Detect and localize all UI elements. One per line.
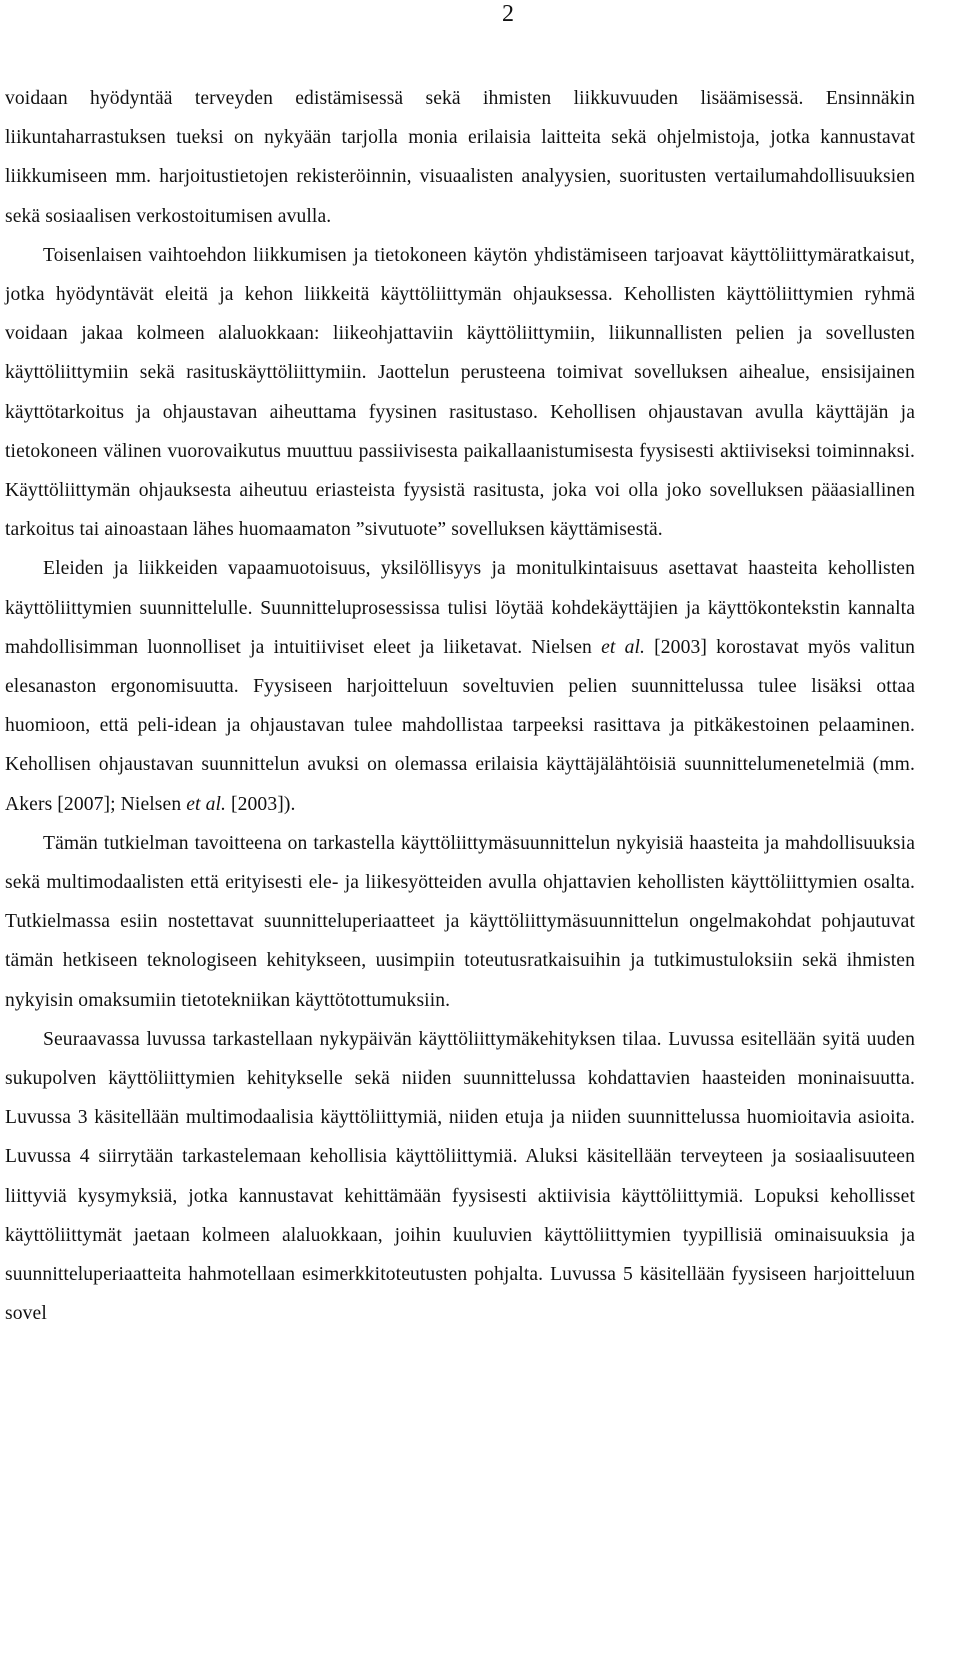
paragraph-3 xyxy=(5,549,915,823)
page-number: 2 xyxy=(502,1,514,27)
body-text xyxy=(5,79,915,1334)
paragraph-5 xyxy=(5,1020,915,1334)
paragraph-4 xyxy=(5,824,915,1020)
italic-text: et al. xyxy=(186,793,227,815)
text-run: [2003]). xyxy=(226,793,296,815)
paragraph-1 xyxy=(5,79,915,236)
text-run: Seuraavassa luvussa tarkastellaan nykypäivän käyttöliittymäkehityksen tilaa. Luvussa esitellään syitä uuden sukupolven käyttöliittymien kehitykselle sekä niiden suunnittelussa kohdattavien haasteiden moninaisuutta. Luvussa 3 käsitellään multimodaalisia käyttöliittymiä, niiden etuja ja niiden suunnittelussa huomioitavia asioita. Luvussa 4 siirrytään tarkastelemaan kehollisia käyttöliittymiä. Aluksi käsitellään terveyteen ja sosiaalisuuteen liittyviä kysymyksiä, jotka kannustavat kehittämään fyysisesti aktiivisia käyttöliittymiä. Lopuksi kehollisset käyttöliittymät jaetaan kolmeen alaluokkaan, joihin kuuluvien käyttöliittymien tyypillisiä ominaisuuksia ja suunnitteluperiaatteita hahmotellaan esimerkkitoteutusten pohjalta. Luvussa 5 käsitellään fyysiseen harjoitteluun sovel xyxy=(5,1028,915,1325)
italic-text: et al. xyxy=(601,636,646,658)
text-run: Tämän tutkielman tavoitteena on tarkastella käyttöliittymäsuunnittelun nykyisiä haasteita ja mahdollisuuksia sekä multimodaalisten että erityisesti ele- ja liikesyötteiden avulla ohjattavien kehollisten käyttöliittymien osalta. Tutkielmassa esiin nostettavat suunnitteluperiaatteet ja käyttöliittymäsuunnittelun ongelmakohdat pohjautuvat tämän hetkiseen teknologiseen kehitykseen, uusimpiin toteutusratkaisuihin ja tutkimustuloksiin sekä ihmisten nykyisin omaksumiin tietotekniikan käyttötottumuksiin. xyxy=(5,832,915,1011)
text-run: Eleiden ja liikkeiden vapaamuotoisuus, yksilöllisyys ja monitulkintaisuus asettavat haasteita kehollisten käyttöliittymien suunnittelulle. Suunnitteluprosessissa tulisi löytää kohdekäyttäjien ja käyttökontekstin kannalta mahdollisimman luonnolliset ja intuitiiviset eleet ja liiketavat. Nielsen xyxy=(5,558,915,658)
paragraph-2 xyxy=(5,236,915,550)
text-run: voidaan hyödyntää terveyden edistämisessä sekä ihmisten liikkuvuuden lisäämisessä. Ensinnäkin liikuntaharrastuksen tueksi on nykyään tarjolla monia erilaisia laitteita sekä ohjelmistoja, jotka kannustavat liikkumiseen mm. harjoitustietojen rekisteröinnin, visuaalisten analyysien, suoritusten vertailumahdollisuuksien sekä sosiaalisen verkostoitumisen avulla. xyxy=(5,88,915,227)
text-run: [2003] korostavat myös valitun elesanaston ergonomisuutta. Fyysiseen harjoitteluun soveltuvien pelien suunnittelussa tulee lisäksi ottaa huomioon, että peli-idean ja ohjaustavan tulee mahdollistaa tarpeeksi rasittava ja pitkäkestoinen pelaaminen. Kehollisen ohjaustavan suunnittelun avuksi on olemassa erilaisia käyttäjälähtöisiä suunnittelumenetelmiä (mm. Akers [2007]; Nielsen xyxy=(5,636,915,815)
text-run: Toisenlaisen vaihtoehdon liikkumisen ja tietokoneen käytön yhdistämiseen tarjoavat käyttöliittymäratkaisut, jotka hyödyntävät eleitä ja kehon liikkeitä käyttöliittymän ohjauksessa. Kehollisten käyttöliittymien ryhmä voidaan jakaa kolmeen alaluokkaan: liikeohjattaviin käyttöliittymiin, liikunnallisten pelien ja sovellusten käyttöliittymiin sekä rasituskäyttöliittymiin. Jaottelun perusteena toimivat sovelluksen aihealue, ensisijainen käyttötarkoitus ja ohjaustavan aiheuttama fyysinen rasitustaso. Kehollisen ohjaustavan avulla käyttäjän ja tietokoneen välinen vuorovaikutus muuttuu passiivisesta paikallaanistumisesta fyysisesti aktiiviseksi toiminnaksi. Käyttöliittymän ohjauksesta aiheutuu eriasteista fyysistä rasitusta, joka voi olla joko sovelluksen pääasiallinen tarkoitus tai ainoastaan lähes huomaamaton ”sivutuote” sovelluksen käyttämisestä. xyxy=(5,244,915,541)
